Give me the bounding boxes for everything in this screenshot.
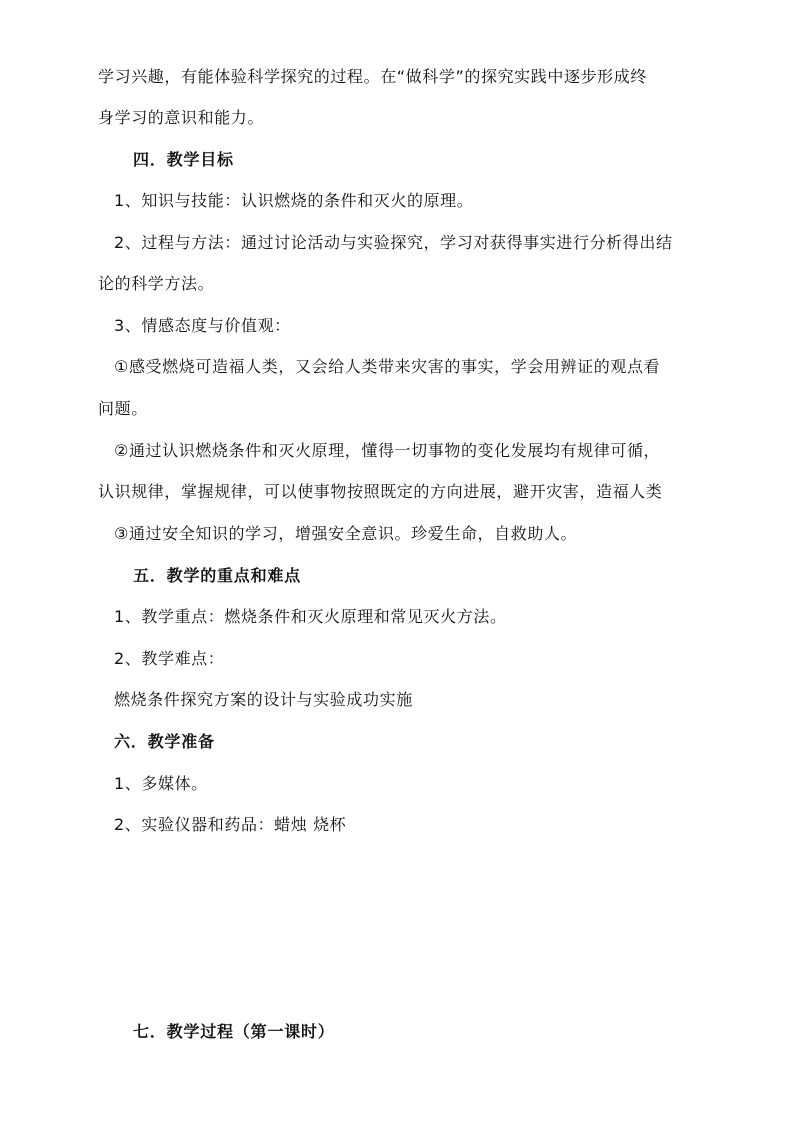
paragraph-line-2: 身学习的意识和能力。 <box>98 108 265 127</box>
attitude-item-2-line-1: ②通过认识燃烧条件和灭火原理，懂得一切事物的变化发展均有规律可循， <box>114 441 661 460</box>
preparation-lab-equipment: 2、实验仪器和药品：蜡烛 烧杯 <box>114 815 347 834</box>
paragraph-line-1: 学习兴趣，有能体验科学探究的过程。在“做科学”的探究实践中逐步形成终 <box>98 67 647 86</box>
heading-teaching-objectives: 四．教学目标 <box>133 150 234 169</box>
attitude-item-2-line-2: 认识规律，掌握规律，可以使事物按照既定的方向进展，避开灾害，造福人类 <box>98 482 663 501</box>
objective-process-method-line-1: 2、过程与方法：通过讨论活动与实验探究，学习对获得事实进行分析得出结 <box>114 233 673 252</box>
objective-process-method-line-2: 论的科学方法。 <box>98 274 215 293</box>
teaching-key-point: 1、教学重点：燃烧条件和灭火原理和常见灭火方法。 <box>114 607 507 626</box>
heading-teaching-preparation: 六．教学准备 <box>114 732 215 751</box>
heading-key-points: 五．教学的重点和难点 <box>133 566 302 585</box>
heading-teaching-process: 七．教学过程（第一课时） <box>133 1022 335 1041</box>
objective-attitude-values: 3、情感态度与价值观： <box>114 316 291 335</box>
teaching-difficulty-content: 燃烧条件探究方案的设计与实验成功实施 <box>114 690 413 709</box>
objective-knowledge-skill: 1、知识与技能：认识燃烧的条件和灭火的原理。 <box>114 191 474 210</box>
attitude-item-1-line-1: ①感受燃烧可造福人类，又会给人类带来灾害的事实，学会用辨证的观点看 <box>114 357 661 376</box>
teaching-difficulty-label: 2、教学难点： <box>114 649 225 668</box>
preparation-multimedia: 1、多媒体。 <box>114 774 208 793</box>
attitude-item-1-line-2: 问题。 <box>98 399 148 418</box>
attitude-item-3: ③通过安全知识的学习，增强安全意识。珍爱生命，自救助人。 <box>114 524 578 543</box>
